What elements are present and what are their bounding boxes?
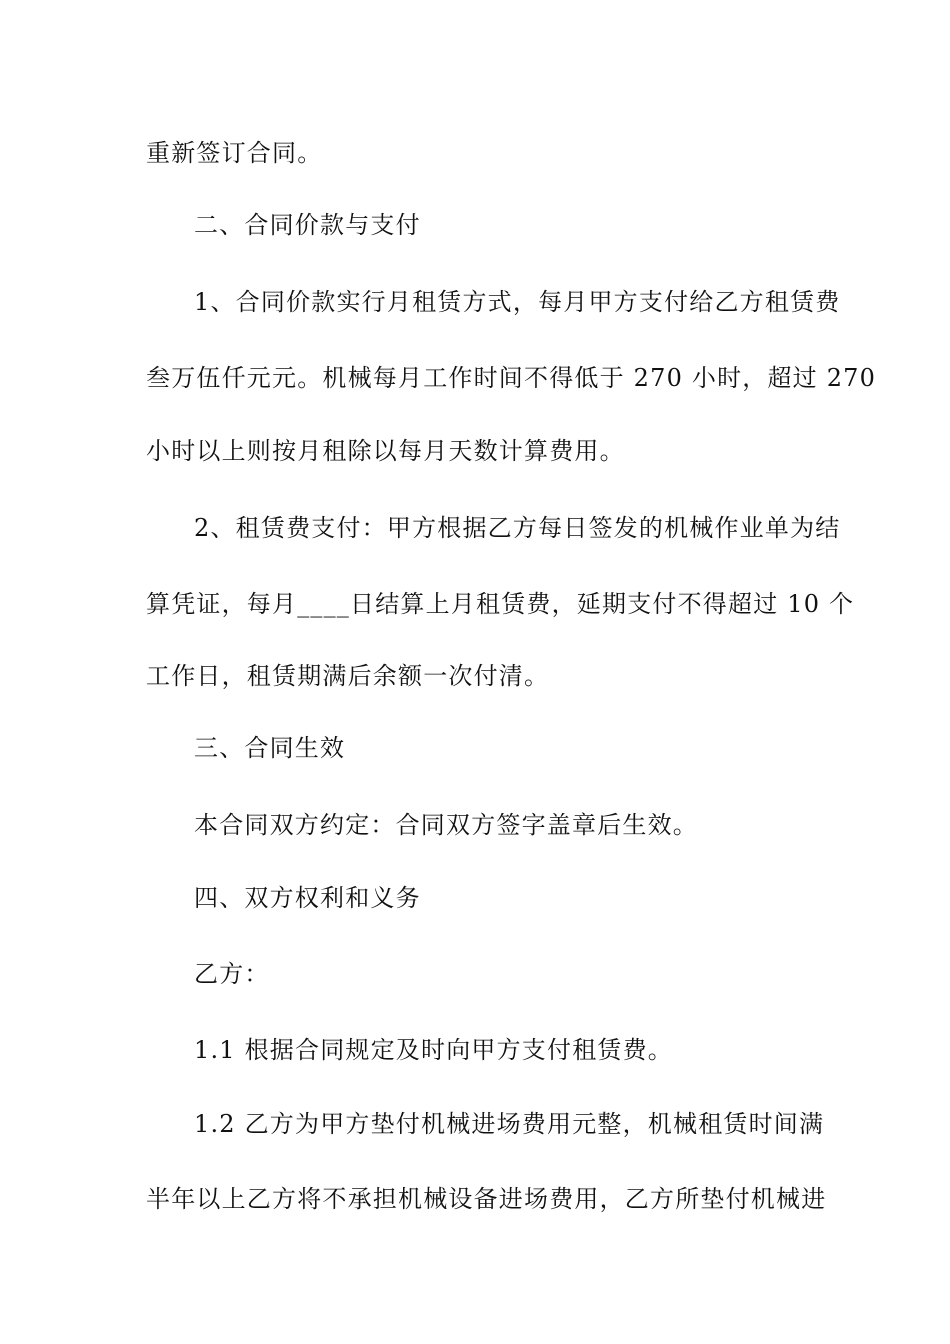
paragraph-line-continuation: 重新签订合同。 <box>146 139 323 167</box>
paragraph-line: 叁万伍仟元元。机械每月工作时间不得低于 270 小时，超过 270 <box>146 364 877 392</box>
party-b-label: 乙方： <box>194 960 270 988</box>
paragraph-line: 本合同双方约定：合同双方签字盖章后生效。 <box>194 811 698 839</box>
list-item: 1.1 根据合同规定及时向甲方支付租赁费。 <box>194 1036 673 1064</box>
list-item: 1.2 乙方为甲方垫付机械进场费用元整，机械租赁时间满 <box>194 1110 825 1138</box>
paragraph-line: 小时以上则按月租除以每月天数计算费用。 <box>146 437 625 465</box>
paragraph-line: 1、合同价款实行月租赁方式，每月甲方支付给乙方租赁费 <box>194 288 841 316</box>
section-heading-effectiveness: 三、合同生效 <box>194 734 346 762</box>
paragraph-line: 工作日，租赁期满后余额一次付清。 <box>146 662 550 690</box>
paragraph-line: 半年以上乙方将不承担机械设备进场费用，乙方所垫付机械进 <box>146 1185 827 1213</box>
section-heading-rights-obligations: 四、双方权利和义务 <box>194 884 421 912</box>
paragraph-line: 算凭证，每月____日结算上月租赁费，延期支付不得超过 10 个 <box>146 590 855 618</box>
paragraph-line: 2、租赁费支付：甲方根据乙方每日签发的机械作业单为结 <box>194 514 841 542</box>
section-heading-price-payment: 二、合同价款与支付 <box>194 211 421 239</box>
